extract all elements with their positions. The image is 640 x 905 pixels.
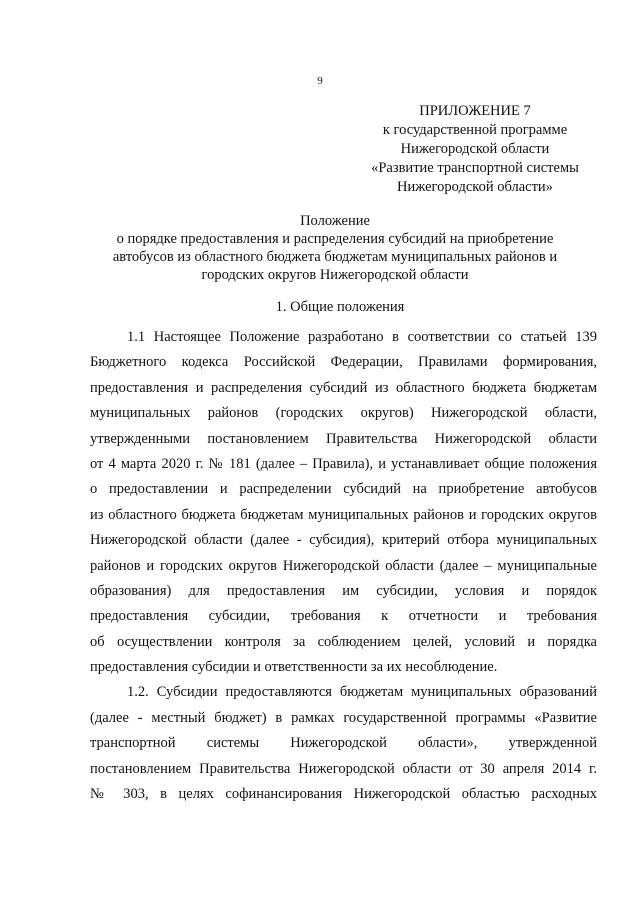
text-line: о предоставлении и распределении субсидий на приобретение автобусов xyxy=(90,481,597,498)
appendix-line: Нижегородской области xyxy=(400,141,550,157)
title-line: автобусов из областного бюджета бюджетам муниципальных районов и xyxy=(112,249,558,265)
appendix-line: «Развитие транспортной системы xyxy=(371,160,579,176)
text-line: утвержденными постановлением Правительства Нижегородской области xyxy=(90,430,597,447)
text-line: 1.2. Субсидии предоставляются бюджетам муниципальных образований xyxy=(127,684,597,701)
text-line: № 303, в целях софинансирования Нижегородской областью расходных xyxy=(90,786,597,803)
text-line: постановлением Правительства Нижегородской области от 30 апреля 2014 г. xyxy=(90,760,597,777)
appendix-line: Нижегородской области» xyxy=(397,179,553,195)
text-line: образования) для предоставления им субсидии, условия и порядок xyxy=(90,582,597,599)
title-line: о порядке предоставления и распределения субсидий на приобретение xyxy=(116,231,554,247)
text-line: из областного бюджета бюджетам муниципальных районов и городских округов xyxy=(90,506,597,523)
body-text xyxy=(90,325,597,807)
text-line: предоставления субсидии, требования к отчетности и требования xyxy=(90,608,597,625)
appendix-line: ПРИЛОЖЕНИЕ 7 xyxy=(419,103,531,119)
text-line: Бюджетного кодекса Российской Федерации, Правилами формирования, xyxy=(90,354,597,371)
page-number: 9 xyxy=(317,75,323,87)
text-line: муниципальных районов (городских округов) Нижегородской области, xyxy=(90,405,597,422)
text-line: предоставления и распределения субсидий из областного бюджета бюджетам xyxy=(90,379,597,396)
section-heading: 1. Общие положения xyxy=(275,299,405,315)
text-line: предоставления субсидии и ответственности за их несоблюдение. xyxy=(90,659,498,676)
paragraph-1-1 xyxy=(90,325,597,680)
appendix-line: к государственной программе xyxy=(382,122,568,138)
text-line: 1.1 Настоящее Положение разработано в соответствии со статьей 139 xyxy=(127,329,597,345)
title-line: Положение xyxy=(300,213,370,229)
text-line: транспортной системы Нижегородской области», утвержденной xyxy=(90,735,597,752)
text-line: Нижегородской области (далее - субсидия), критерий отбора муниципальных xyxy=(90,532,597,549)
document-title xyxy=(80,212,590,284)
appendix-header xyxy=(360,102,590,197)
text-line: районов и городских округов Нижегородской области (далее – муниципальные xyxy=(90,557,597,574)
text-line: об осуществлении контроля за соблюдением целей, условий и порядка xyxy=(90,633,597,650)
text-line: от 4 марта 2020 г. № 181 (далее – Правила), и устанавливает общие положения xyxy=(90,455,597,472)
text-line: (далее - местный бюджет) в рамках государственной программы «Развитие xyxy=(90,709,597,726)
paragraph-1-2 xyxy=(90,680,597,807)
title-line: городских округов Нижегородской области xyxy=(201,267,469,283)
